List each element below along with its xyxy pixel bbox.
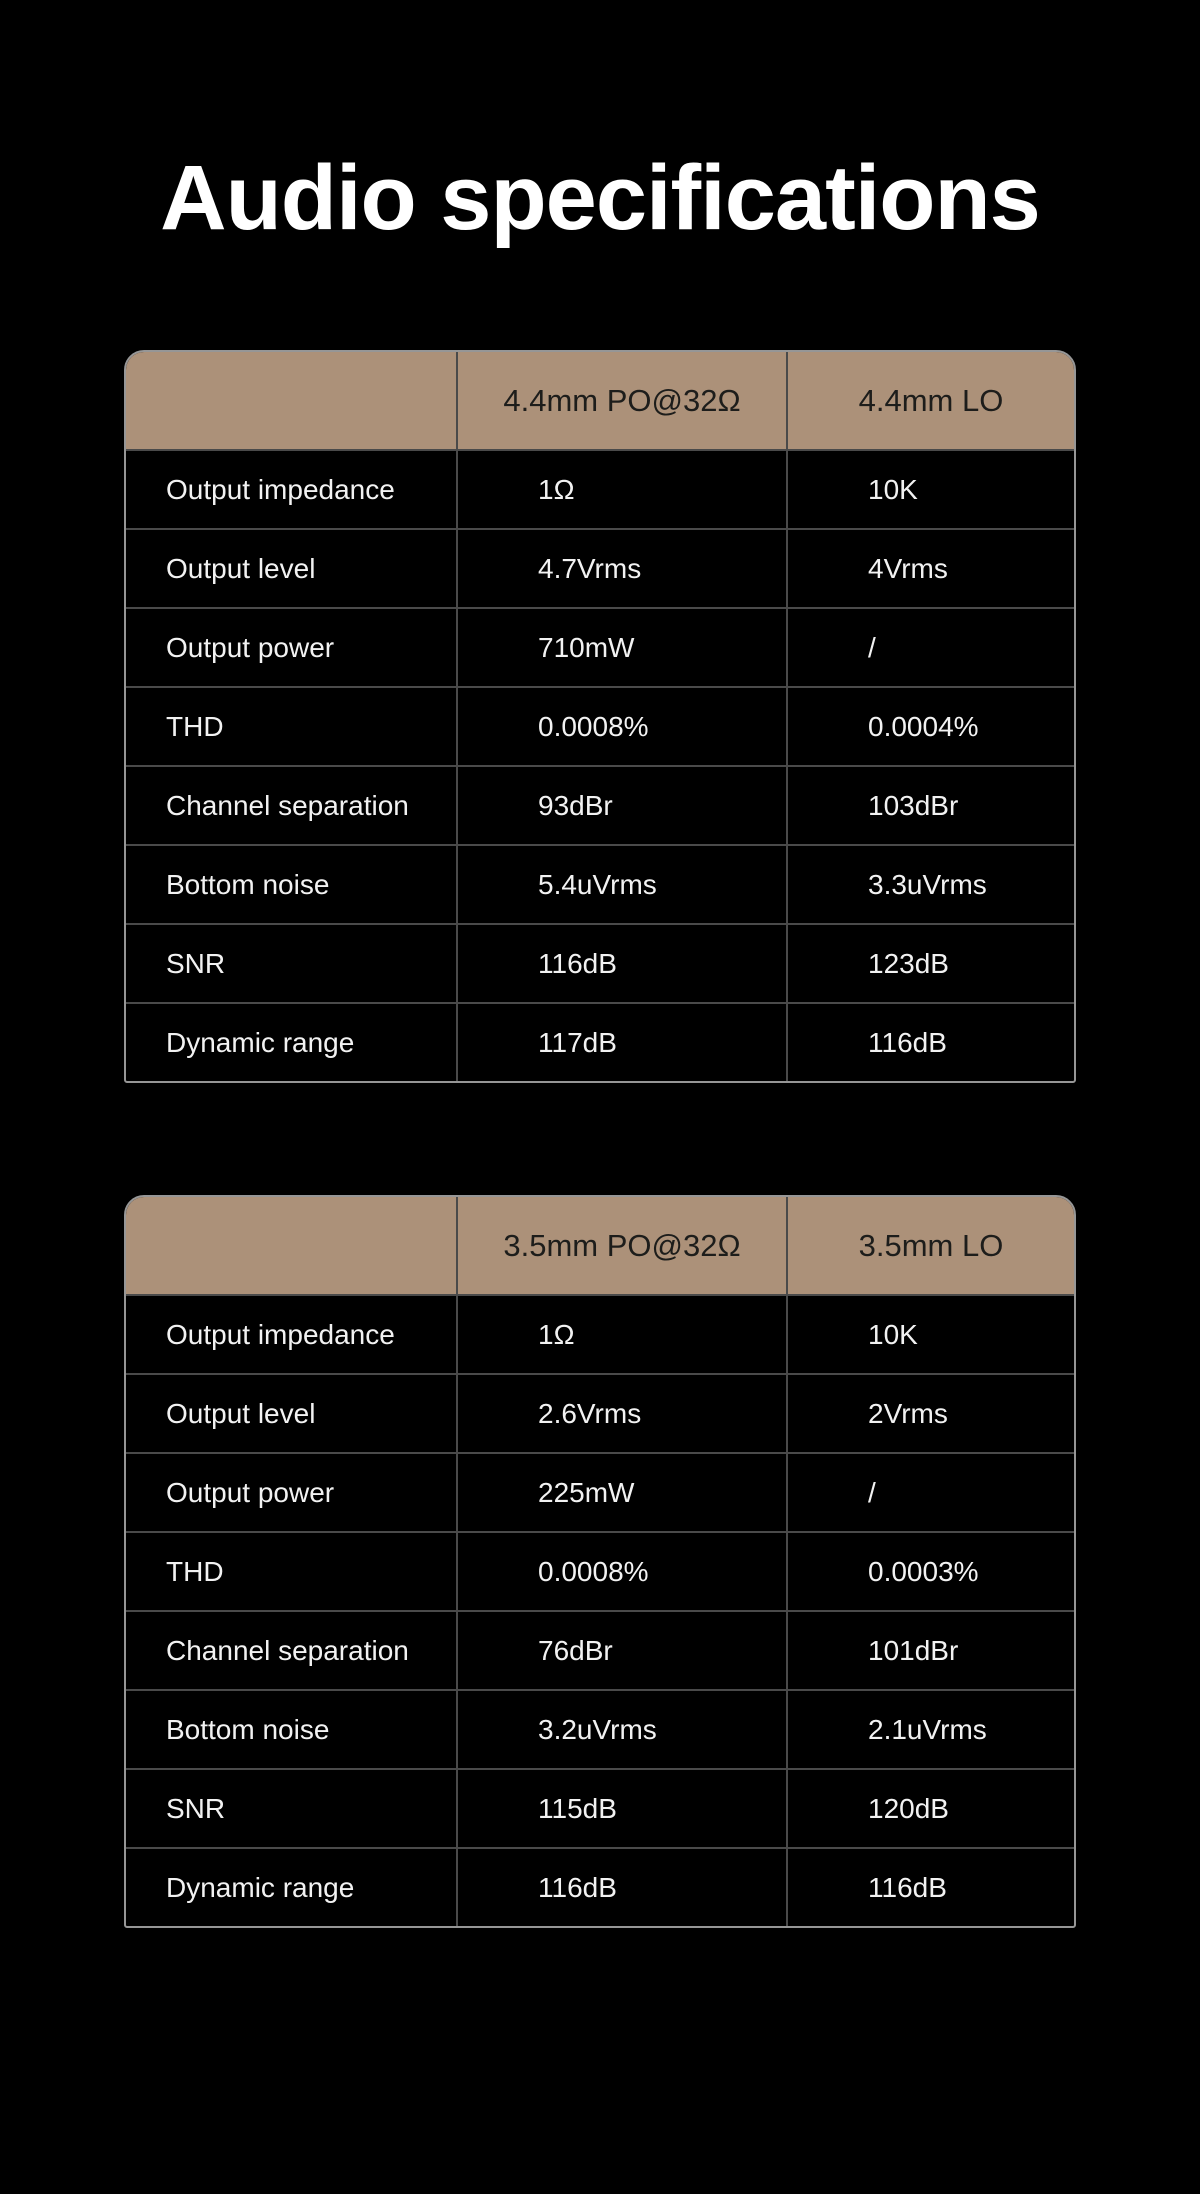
value-cell-lo: 2Vrms	[786, 1375, 1074, 1452]
value-cell-lo: 120dB	[786, 1770, 1074, 1847]
row-label-cell: Channel separation	[166, 1634, 409, 1666]
table-row	[126, 607, 1074, 686]
value-cell-po: 117dB	[456, 1004, 786, 1081]
row-label-cell: Output level	[166, 1397, 316, 1429]
spec-table-4-4mm	[124, 350, 1076, 1083]
value-cell-po: 0.0008%	[456, 1533, 786, 1610]
row-label-cell: THD	[166, 710, 224, 742]
table-row	[126, 1452, 1074, 1531]
table-row	[126, 844, 1074, 923]
value-cell-po: 1Ω	[456, 451, 786, 528]
value-cell-lo: 3.3uVrms	[786, 846, 1074, 923]
value-cell-po: 710mW	[456, 609, 786, 686]
value-cell-po: 116dB	[456, 925, 786, 1002]
table-row	[126, 1294, 1074, 1373]
table-row	[126, 1373, 1074, 1452]
row-label-cell: Channel separation	[166, 789, 409, 821]
header-cell-po: 4.4mm PO@32Ω	[456, 352, 786, 449]
table-row	[126, 449, 1074, 528]
value-cell-lo: 10K	[786, 1296, 1074, 1373]
row-label-cell: Output impedance	[166, 473, 395, 505]
value-cell-lo: /	[786, 609, 1074, 686]
row-label-cell: THD	[166, 1555, 224, 1587]
row-label-cell: Dynamic range	[166, 1026, 355, 1058]
header-cell-empty	[126, 1197, 456, 1294]
table-row	[126, 1689, 1074, 1768]
header-cell-empty	[126, 352, 456, 449]
row-label-cell: Output level	[166, 552, 316, 584]
value-cell-lo: 116dB	[786, 1849, 1074, 1926]
table-row	[126, 686, 1074, 765]
value-cell-po: 5.4uVrms	[456, 846, 786, 923]
value-cell-lo: 0.0003%	[786, 1533, 1074, 1610]
row-label-cell: Bottom noise	[166, 868, 330, 900]
header-cell-po: 3.5mm PO@32Ω	[456, 1197, 786, 1294]
value-cell-po: 1Ω	[456, 1296, 786, 1373]
value-cell-lo: 0.0004%	[786, 688, 1074, 765]
row-label-cell: Output power	[166, 631, 335, 663]
header-cell-lo: 4.4mm LO	[786, 352, 1074, 449]
value-cell-po: 115dB	[456, 1770, 786, 1847]
value-cell-lo: 2.1uVrms	[786, 1691, 1074, 1768]
page-title: Audio specifications	[160, 147, 1040, 249]
table-row	[126, 1531, 1074, 1610]
table-header-row	[126, 1197, 1074, 1294]
value-cell-lo: /	[786, 1454, 1074, 1531]
row-label-cell: Dynamic range	[166, 1871, 355, 1903]
value-cell-po: 225mW	[456, 1454, 786, 1531]
value-cell-po: 0.0008%	[456, 688, 786, 765]
row-label-cell: SNR	[166, 1792, 226, 1824]
table-row	[126, 1002, 1074, 1081]
value-cell-lo: 4Vrms	[786, 530, 1074, 607]
header-cell-lo: 3.5mm LO	[786, 1197, 1074, 1294]
table-row	[126, 1610, 1074, 1689]
table-header-row	[126, 352, 1074, 449]
table-row	[126, 923, 1074, 1002]
value-cell-po: 3.2uVrms	[456, 1691, 786, 1768]
table-row	[126, 1847, 1074, 1926]
value-cell-lo: 10K	[786, 451, 1074, 528]
row-label-cell: Bottom noise	[166, 1713, 330, 1745]
value-cell-lo: 123dB	[786, 925, 1074, 1002]
value-cell-lo: 103dBr	[786, 767, 1074, 844]
table-row	[126, 528, 1074, 607]
table-row	[126, 1768, 1074, 1847]
value-cell-po: 93dBr	[456, 767, 786, 844]
row-label-cell: SNR	[166, 947, 226, 979]
value-cell-po: 4.7Vrms	[456, 530, 786, 607]
row-label-cell: Output impedance	[166, 1318, 395, 1350]
value-cell-lo: 116dB	[786, 1004, 1074, 1081]
value-cell-po: 116dB	[456, 1849, 786, 1926]
value-cell-po: 76dBr	[456, 1612, 786, 1689]
spec-table-3-5mm	[124, 1195, 1076, 1928]
row-label-cell: Output power	[166, 1476, 335, 1508]
value-cell-po: 2.6Vrms	[456, 1375, 786, 1452]
value-cell-lo: 101dBr	[786, 1612, 1074, 1689]
table-row	[126, 765, 1074, 844]
